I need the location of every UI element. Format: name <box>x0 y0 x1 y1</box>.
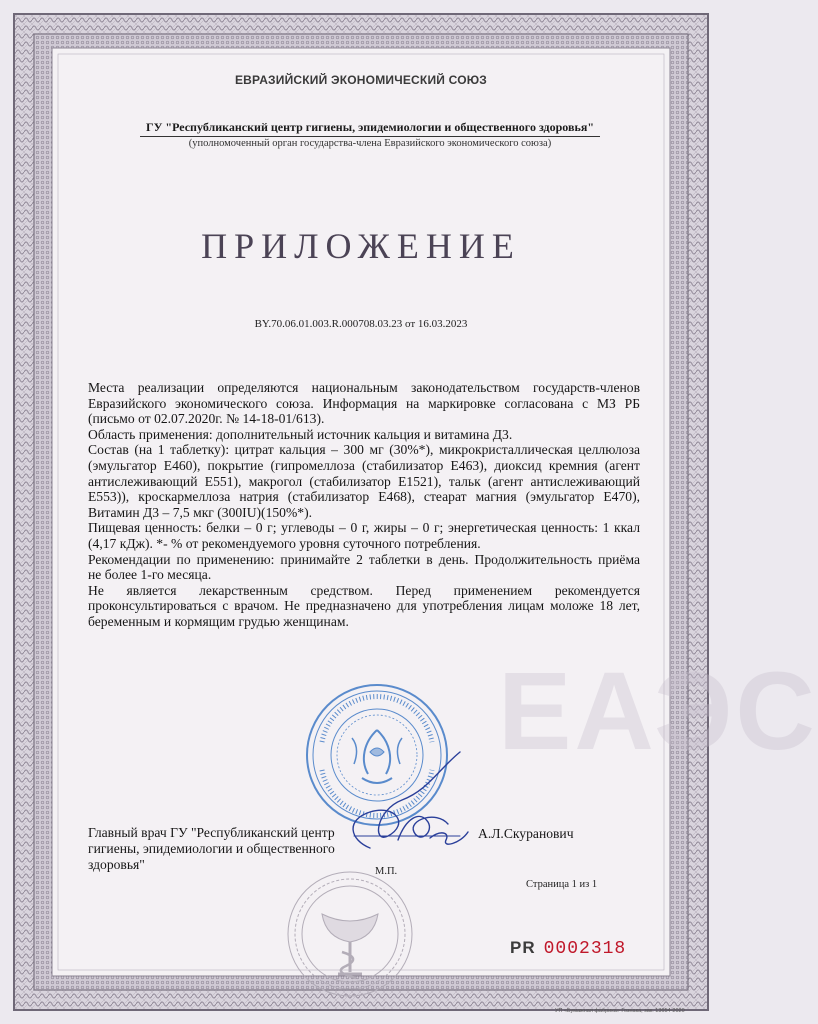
serial-digits: 0002318 <box>543 939 627 959</box>
paragraph-nutrition <box>88 520 640 551</box>
text-line: Не является лекарственным средством. Перед применением рекомендуется <box>88 582 640 598</box>
text-line: (4,17 кДж). *- % от рекомендуемого уровня суточного потребления. <box>88 535 481 551</box>
handwritten-signature <box>310 740 500 860</box>
signer-role-line: здоровья" <box>88 857 145 872</box>
text-line: (письмо от 02.07.2020г. № 14-18-01/613). <box>88 411 325 427</box>
paragraph-scope <box>88 427 640 443</box>
signer-name: А.Л.Скуранович <box>478 826 574 841</box>
page-number: Страница 1 из 1 <box>526 879 598 890</box>
organization-underline <box>140 136 600 137</box>
union-heading: ЕВРАЗИЙСКИЙ ЭКОНОМИЧЕСКИЙ СОЮЗ <box>234 73 488 87</box>
text-line: Витамин Д3 – 7,5 мкг (300IU)(150%*). <box>88 504 313 520</box>
text-line: Места реализации определяются национальным законодательством государств-членов <box>88 380 640 395</box>
text-line: не более 1-го месяца. <box>88 567 212 583</box>
text-line: Рекомендации по применению: принимайте 2 таблетки в день. Продолжительность приёма <box>88 551 640 567</box>
printer-mark: УП «Бумажная фабрика» Гознака, зак. 13654-2020 <box>555 1008 685 1014</box>
text-line: беременным и кормящим грудью женщинам. <box>88 613 349 629</box>
text-line: проконсультироваться с врачом. Не предназначено для употребления лицам моложе 18 лет, <box>88 598 640 614</box>
text-line: Евразийского экономического союза. Информация на маркировке согласована с МЗ РБ <box>88 395 640 411</box>
bowl-of-hygieia-icon <box>272 862 428 1002</box>
serial-prefix: PR <box>510 938 536 957</box>
document-title: ПРИЛОЖЕНИЕ <box>201 226 521 266</box>
document-body <box>88 380 640 630</box>
paragraph-sales <box>88 380 640 427</box>
text-line: антислеживающий Е551), макрогол (стабилизатор Е1521), тальк (агент антислеживающий <box>88 473 640 489</box>
paragraph-warning <box>88 583 640 630</box>
organization-note: (уполномоченный орган государства-члена Евразийского экономического союза) <box>188 138 552 149</box>
document-number: BY.70.06.01.003.R.000708.03.23 от 16.03.2023 <box>254 318 468 330</box>
text-line: (эмульгатор Е460), покрытие (гипромеллоза (стабилизатор Е463), диоксид кремния (агент <box>88 457 640 473</box>
text-line: Состав (на 1 таблетку): цитрат кальция – 300 мг (30%*), микрокристаллическая целлюлоза <box>88 442 640 458</box>
signer-role-line: гигиены, эпидемиологии и общественного <box>88 841 335 856</box>
paragraph-usage <box>88 552 640 583</box>
watermark-text: ЕАЭС <box>498 650 818 773</box>
paragraph-composition <box>88 442 640 520</box>
organization-name: ГУ "Республиканский центр гигиены, эпидемиологии и общественного здоровья" <box>145 120 594 134</box>
text-line: Е553)), кроскармеллоза натрия (стабилизатор Е468), стеарат магния (эмульгатор Е470), <box>88 489 640 505</box>
seal-label: М.П. <box>375 866 398 877</box>
text-line: Область применения: дополнительный источник кальция и витамина Д3. <box>88 426 513 442</box>
signer-role-line: Главный врач ГУ "Республиканский центр <box>88 825 335 840</box>
text-line: Пищевая ценность: белки – 0 г; углеводы – 0 г, жиры – 0 г; энергетическая ценность: 1 ккал <box>88 520 640 536</box>
serial-number <box>510 938 626 959</box>
